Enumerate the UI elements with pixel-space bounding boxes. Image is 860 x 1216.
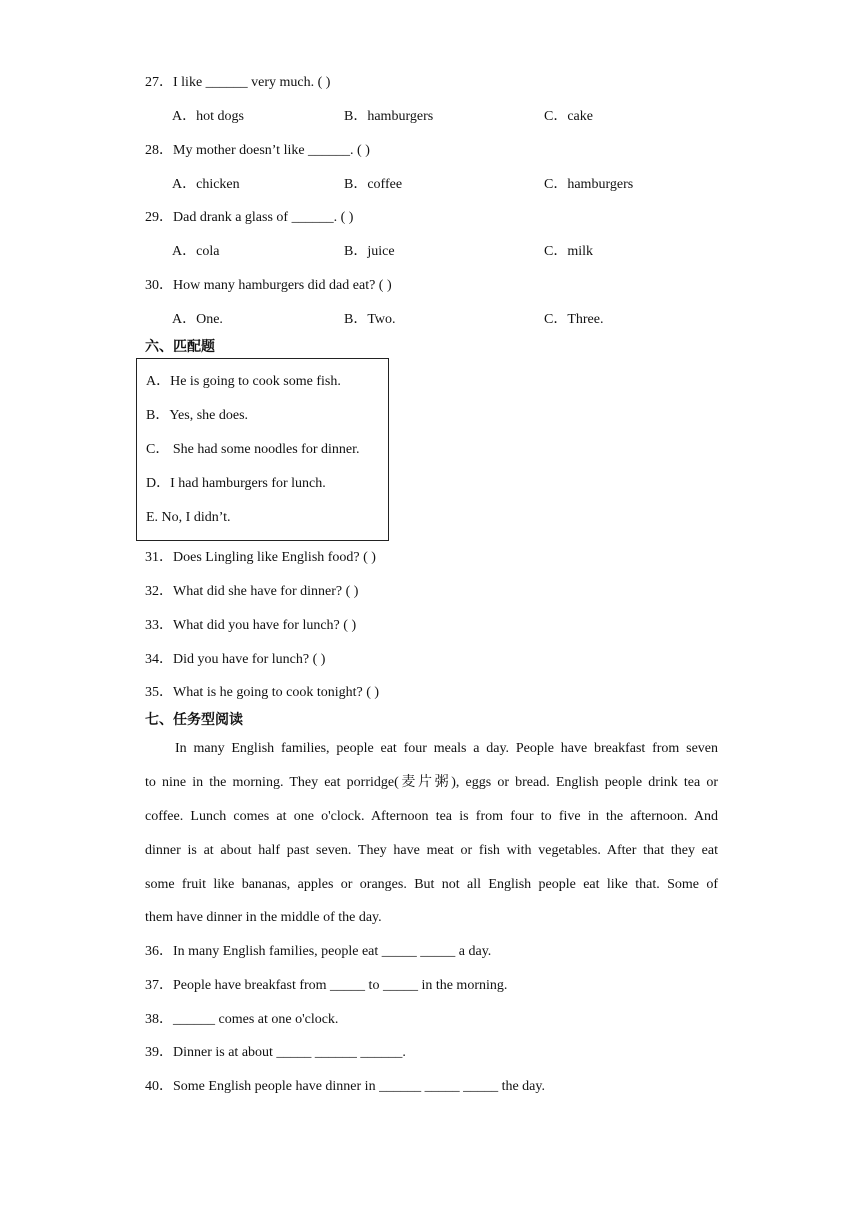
matching-question-31: 31．Does Lingling like English food? ( ) [145, 550, 376, 565]
matching-option: E. No, I didn’t. [146, 510, 231, 525]
passage-line: coffee. Lunch comes at one o'clock. Afternoon tea is from four to five in the afternoon. And [145, 809, 718, 824]
option-a: A．hot dogs [172, 109, 244, 124]
passage-line: some fruit like bananas, apples or oranges. But not all English people eat like that. Some of [145, 877, 718, 892]
reading-question-37: 37．People have breakfast from _____ to _____ in the morning. [145, 978, 508, 993]
passage-line: them have dinner in the middle of the day. [145, 910, 382, 925]
question-text: 30．How many hamburgers did dad eat? ( ) [145, 278, 392, 293]
matching-option: D．I had hamburgers for lunch. [146, 476, 326, 491]
question-text: 29．Dad drank a glass of ______. ( ) [145, 210, 354, 225]
passage-line: In many English families, people eat four meals a day. People have breakfast from seven [175, 741, 718, 756]
matching-question-34: 34．Did you have for lunch? ( ) [145, 652, 326, 667]
option-a: A．cola [172, 244, 220, 259]
option-c: C．cake [544, 109, 593, 124]
option-c: C．hamburgers [544, 177, 634, 192]
matching-option: A．He is going to cook some fish. [146, 374, 341, 389]
question-text: 27．I like ______ very much. ( ) [145, 75, 331, 90]
matching-options-box [136, 358, 389, 541]
reading-question-40: 40．Some English people have dinner in ______ _____ _____ the day. [145, 1079, 545, 1094]
passage-line: to nine in the morning. They eat porridge(麦片粥), eggs or bread. English people drink tea or [145, 775, 718, 790]
reading-question-38: 38．______ comes at one o'clock. [145, 1012, 339, 1027]
matching-option: C． She had some noodles for dinner. [146, 442, 360, 457]
section-6-title: 六、匹配题 [145, 339, 215, 355]
passage-line: dinner is at about half past seven. They have meat or fish with vegetables. After that they eat [145, 843, 718, 858]
matching-question-32: 32．What did she have for dinner? ( ) [145, 584, 359, 599]
option-a: A．chicken [172, 177, 240, 192]
reading-question-39: 39．Dinner is at about _____ ______ ______. [145, 1045, 406, 1060]
matching-question-33: 33．What did you have for lunch? ( ) [145, 618, 357, 633]
option-c: C．Three. [544, 312, 604, 327]
option-c: C．milk [544, 244, 594, 259]
option-b: B．coffee [344, 177, 403, 192]
reading-question-36: 36．In many English families, people eat _____ _____ a day. [145, 944, 492, 959]
question-text: 28．My mother doesn’t like ______. ( ) [145, 143, 370, 158]
matching-question-35: 35．What is he going to cook tonight? ( ) [145, 685, 380, 700]
matching-option: B．Yes, she does. [146, 408, 249, 423]
option-a: A．One. [172, 312, 223, 327]
section-7-title: 七、任务型阅读 [145, 712, 243, 728]
option-b: B．Two. [344, 312, 396, 327]
option-b: B．juice [344, 244, 395, 259]
option-b: B．hamburgers [344, 109, 434, 124]
